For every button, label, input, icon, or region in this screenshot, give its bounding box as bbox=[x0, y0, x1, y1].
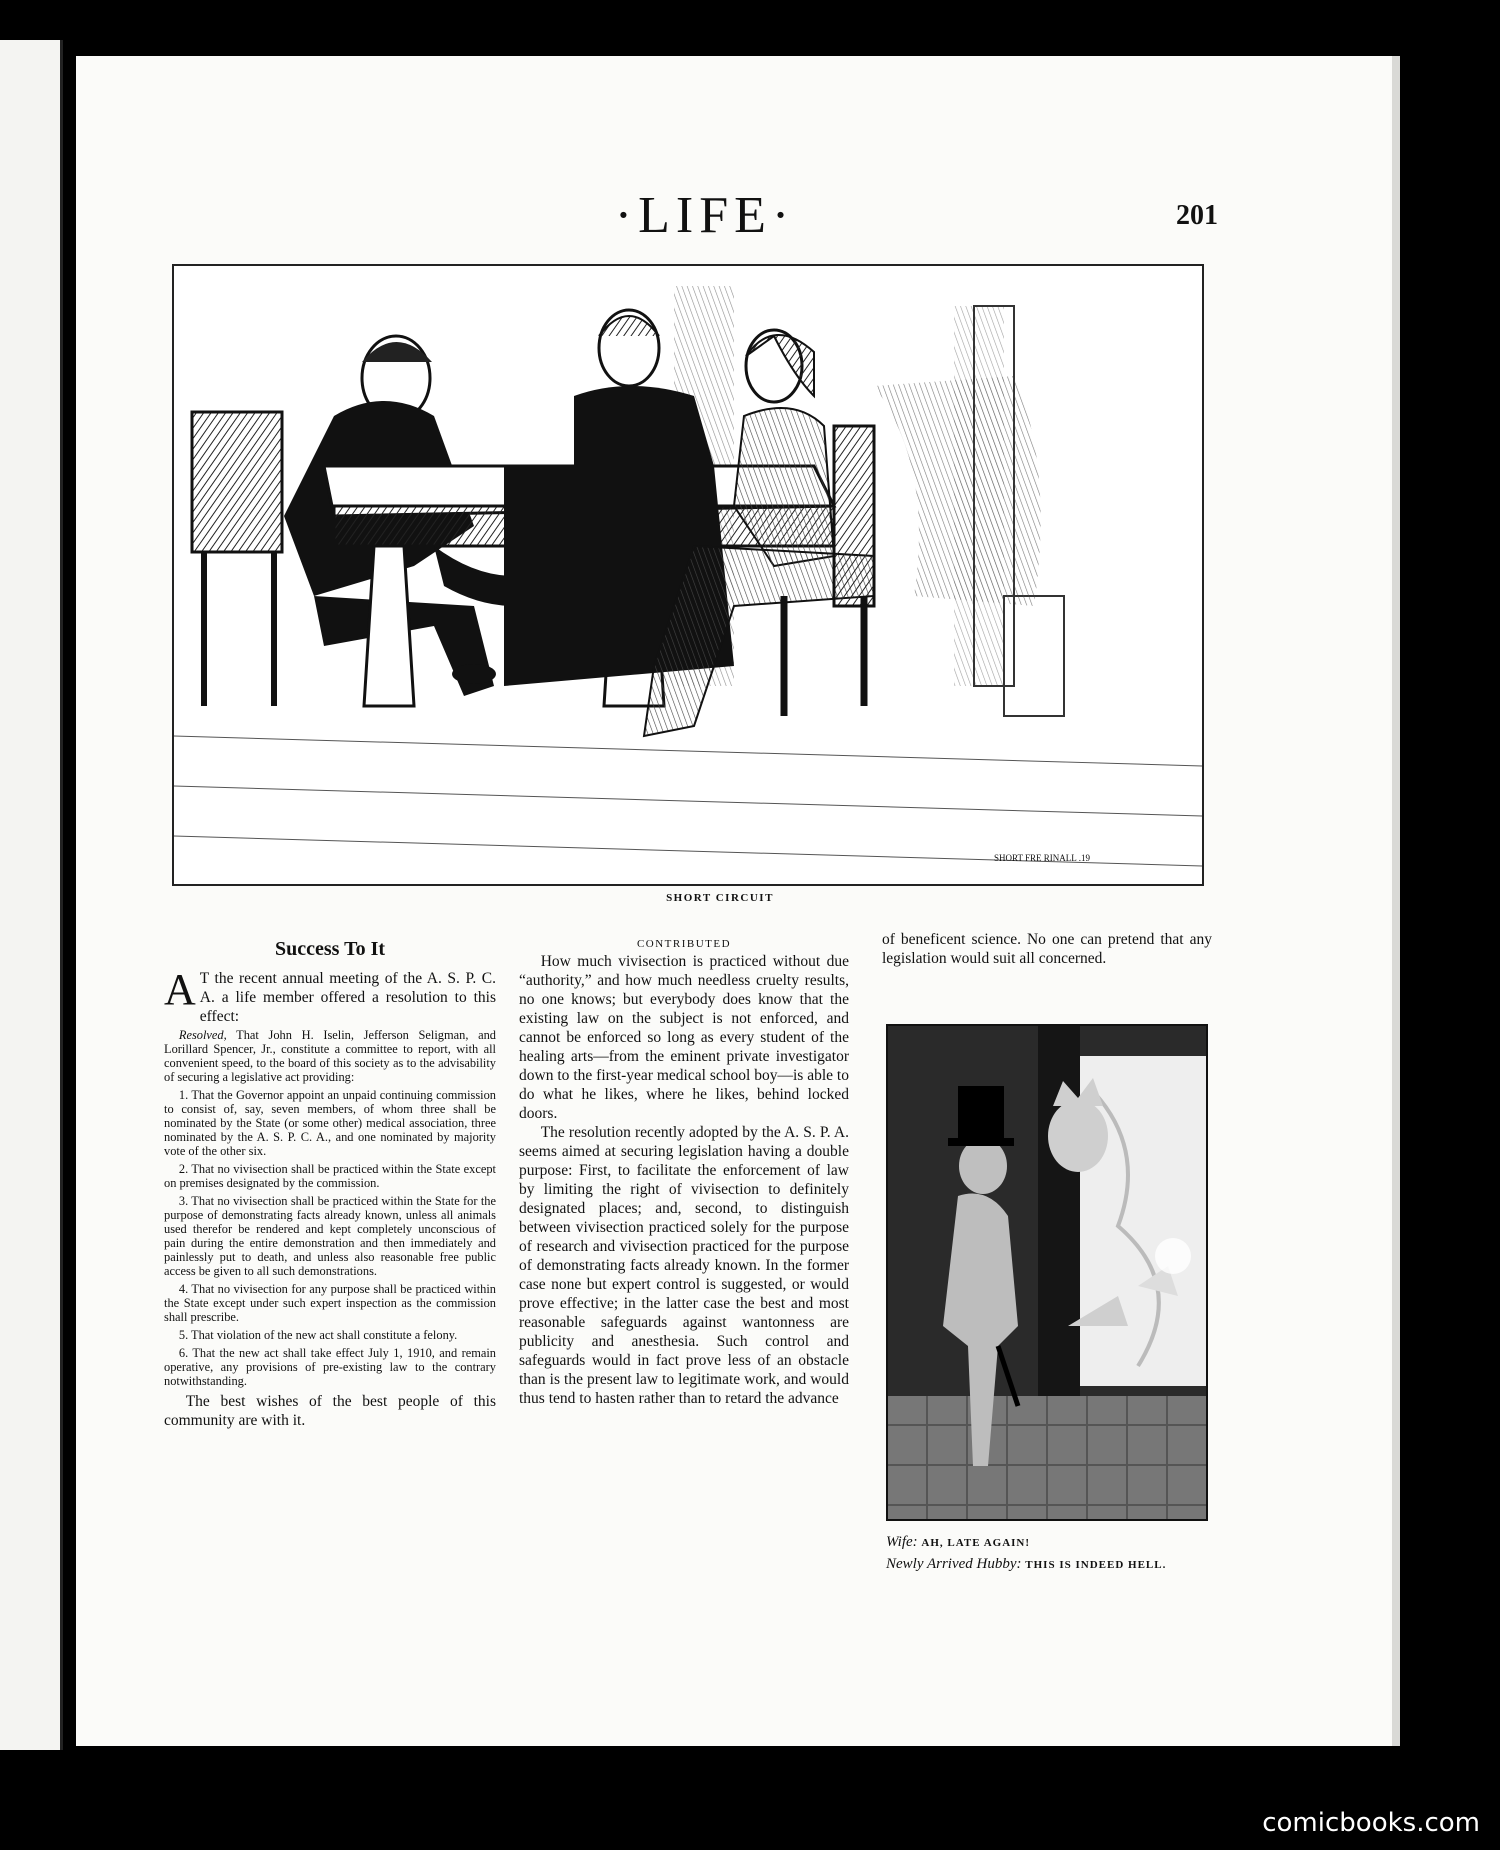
resolution-item-3: 3. That no vivisection shall be practiced within the State for the purpose of demonstrating facts already known, unless all animals used therefor be rendered and kept completely unconscious of pain during the entire demonstration and then immediately and painlessly put to death, and unless also reasonable free public access be given to all such demonstrations. bbox=[164, 1194, 496, 1278]
resolution-item-6: 6. That the new act shall take effect July 1, 1910, and remain operative, any provisions of pre-existing law to the contrary notwithstanding. bbox=[164, 1346, 496, 1388]
intro-text: T the recent annual meeting of the A. S. P. C. A. a life member offered a resolution to this effect: bbox=[199, 970, 496, 1025]
drop-cap: A bbox=[164, 965, 196, 1014]
caption-text-wife: AH, LATE AGAIN! bbox=[921, 1537, 1031, 1549]
resolution-item-5: 5. That violation of the new act shall constitute a felony. bbox=[178, 1328, 458, 1342]
resolution-item-4: 4. That no vivisection for any purpose shall be practiced within the State except under such expert inspection as the commission shall prescribe. bbox=[164, 1282, 496, 1324]
caption-line-2 bbox=[886, 1554, 1212, 1576]
page-number: 201 bbox=[1176, 200, 1218, 231]
artist-signature: SHORT FRE RINALL .19 bbox=[994, 853, 1090, 863]
masthead-title: ·LIFE· bbox=[614, 187, 796, 244]
resolution-text: That John H. Iselin, Jefferson Seligman, and Lorillard Spencer, Jr., constitute a committee to report, with all convenient speed, to the board of this society as to the advisability of securing a legislative act providing: bbox=[164, 1028, 496, 1084]
caption-text-hubby: THIS IS INDEED HELL. bbox=[1025, 1559, 1167, 1571]
caption-line-1 bbox=[886, 1532, 1212, 1554]
article-column-2 bbox=[519, 938, 849, 1408]
page-edge bbox=[1392, 56, 1400, 1746]
article-column-1 bbox=[164, 938, 496, 1430]
resolution-item-1: 1. That the Governor appoint an unpaid continuing commission to consist of, say, seven members, of whom three shall be nominated by the State (or some other) medical association, three nominated by the A. S. P. C. A., and one nominated by majority vote of the other six. bbox=[164, 1088, 496, 1158]
caption-speaker-hubby: Newly Arrived Hubby: bbox=[886, 1556, 1022, 1572]
article-title: Success To It bbox=[274, 938, 386, 960]
contributed-paragraph-1: How much vivisection is practiced without due “authority,” and how much needless cruelty results, no one knows; but everybody does know that the existing law on the subject is not enforced, and cannot be enforced so long as every student of the healing arts—from the eminent private investigator down to the first-year medical school boy—is able to do what he likes, where he likes, behind locked doors. bbox=[519, 953, 849, 1122]
site-watermark: comicbooks.com bbox=[1262, 1808, 1480, 1838]
article-column-3 bbox=[882, 930, 1212, 968]
short-circuit-illustration bbox=[172, 264, 1204, 886]
resolution-paragraph bbox=[164, 1028, 496, 1084]
cartoon-caption bbox=[886, 1532, 1212, 1576]
article-closing: The best wishes of the best people of this community are with it. bbox=[164, 1393, 496, 1429]
adjacent-page-edge bbox=[0, 40, 63, 1750]
caption-speaker-wife: Wife: bbox=[886, 1534, 918, 1550]
late-again-cartoon bbox=[886, 1024, 1208, 1521]
contributed-heading: CONTRIBUTED bbox=[636, 938, 732, 950]
illustration-caption: SHORT CIRCUIT bbox=[666, 892, 774, 904]
resolution-item-2: 2. That no vivisection shall be practiced within the State except on premises designated by the commission. bbox=[164, 1162, 496, 1190]
resolved-word: Resolved, bbox=[178, 1028, 227, 1042]
contributed-paragraph-2: The resolution recently adopted by the A. S. P. A. seems aimed at securing legislation having a double purpose: First, to facilitate the enforcement of law by limiting the right of vivisection to definitely designated places; and, second, to distinguish between vivisection practiced solely for the purpose of research and vivisection practiced for the purpose of demonstrating facts already known. In the former case none but expert control is suggested, or would prove effective; in the latter case the best and most reasonable safeguards against wantonness are publicity and anesthesia. Such control and safeguards would in fact prove less of an obstacle than is the present law to legitimate work, and would thus tend to hasten rather than to retard the advance bbox=[519, 1124, 849, 1407]
article-intro bbox=[164, 965, 496, 1026]
contributed-continuation: of beneficent science. No one can pretend that any legislation would suit all concerned. bbox=[882, 931, 1212, 967]
